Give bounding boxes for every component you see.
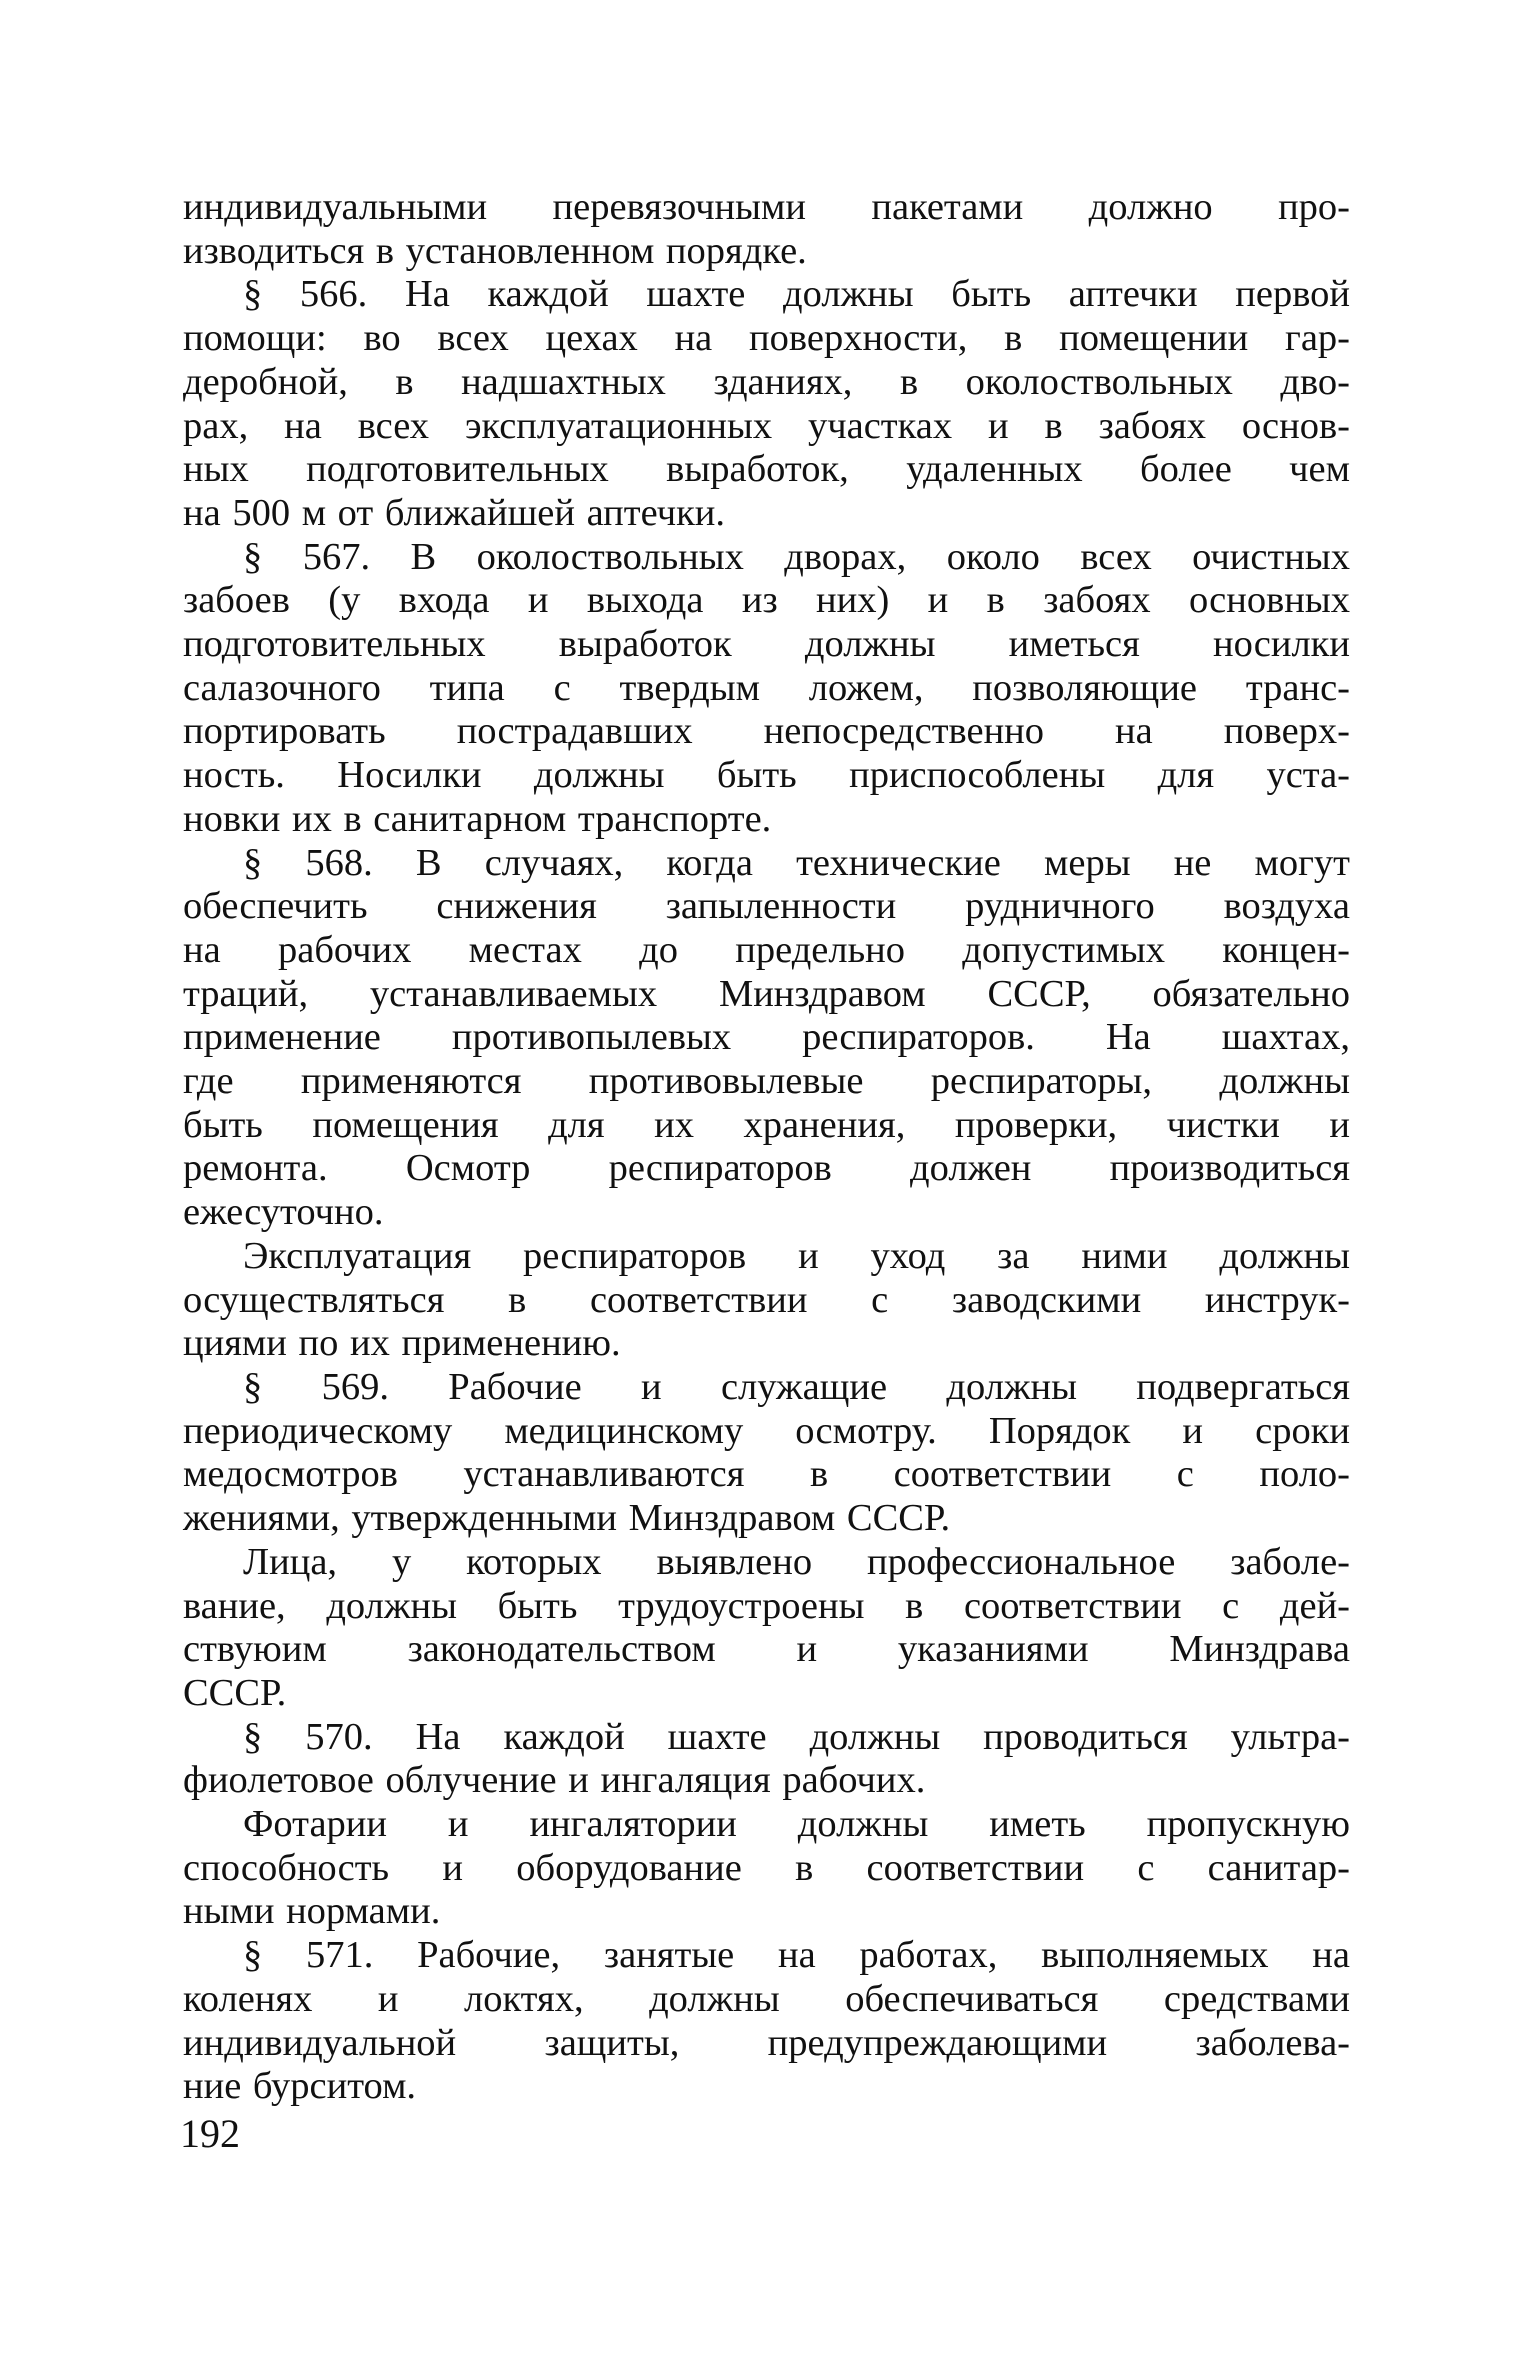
text-line: § 570. На каждой шахте должны проводиться ультра- (243, 1715, 1350, 1758)
text-line: Эксплуатация респираторов и уход за ними должны (243, 1234, 1350, 1277)
text-line: на 500 м от ближайшей аптечки. (183, 491, 726, 534)
text-line: рах, на всех эксплуатационных участках и в забоях основ- (183, 404, 1350, 447)
text-line: способность и оборудование в соответствии с санитар- (183, 1846, 1350, 1889)
text-line: СССР. (183, 1671, 287, 1714)
text-line: жениями, утвержденными Минздравом СССР. (183, 1497, 951, 1540)
text-line: § 569. Рабочие и служащие должны подвергаться (243, 1365, 1350, 1408)
text-line: на рабочих местах до предельно допустимых концен- (183, 928, 1350, 971)
text-line: ствуюим законодательством и указаниями Минздрава (183, 1628, 1350, 1671)
text-line: ние бурситом. (183, 2065, 417, 2108)
text-line: периодическому медицинскому осмотру. Порядок и сроки (183, 1409, 1350, 1452)
text-line: ность. Носилки должны быть приспособлены для уста- (183, 754, 1350, 797)
text-line: деробной, в надшахтных зданиях, в околоствольных дво- (183, 360, 1350, 403)
text-line: помощи: во всех цехах на поверхности, в помещении гар- (183, 317, 1350, 360)
text-line: где применяются противовылевые респираторы, должны (183, 1060, 1350, 1103)
text-line: обеспечить снижения запыленности рудничного воздуха (183, 885, 1350, 928)
text-line: салазочного типа с твердым ложем, позволяющие транс- (183, 666, 1350, 709)
text-line: индивидуальной защиты, предупреждающими заболева- (183, 2021, 1350, 2064)
text-line: индивидуальными перевязочными пакетами должно про- (183, 186, 1350, 228)
text-line: § 566. На каждой шахте должны быть аптечки первой (243, 273, 1350, 316)
page-body (183, 186, 1350, 2109)
text-line: § 568. В случаях, когда технические меры не могут (243, 841, 1350, 884)
text-line: забоев (у входа и выхода из них) и в забоях основных (183, 579, 1350, 622)
text-line: фиолетовое облучение и ингаляция рабочих. (183, 1759, 926, 1802)
text-line: применение противопылевых респираторов. На шахтах, (183, 1016, 1350, 1059)
text-line: новки их в санитарном транспорте. (183, 797, 772, 840)
text-line: ными нормами. (183, 1890, 441, 1933)
text-line: § 567. В околоствольных дворах, около всех очистных (243, 535, 1350, 578)
text-line: изводиться в установленном порядке. (183, 229, 807, 272)
text-line: § 571. Рабочие, занятые на работах, выполняемых на (243, 1934, 1350, 1977)
text-line: ежесуточно. (183, 1191, 384, 1234)
text-line: быть помещения для их хранения, проверки, чистки и (183, 1103, 1350, 1146)
page-number: 192 (180, 2111, 240, 2156)
text-line: портировать пострадавших непосредственно на поверх- (183, 710, 1350, 753)
text-line: траций, устанавливаемых Минздравом СССР, обязательно (183, 972, 1350, 1015)
text-line: Лица, у которых выявлено профессиональное заболе- (243, 1540, 1350, 1583)
text-line: подготовительных выработок должны иметься носилки (183, 623, 1350, 666)
text-line: коленях и локтях, должны обеспечиваться средствами (183, 1977, 1350, 2020)
text-line: Фотарии и ингалятории должны иметь пропускную (243, 1803, 1350, 1846)
text-line: циями по их применению. (183, 1322, 621, 1365)
text-line: осуществляться в соответствии с заводскими инструк- (183, 1278, 1350, 1321)
text-line: ных подготовительных выработок, удаленных более чем (183, 448, 1350, 491)
text-line: медосмотров устанавливаются в соответствии с поло- (183, 1453, 1350, 1496)
text-line: ремонта. Осмотр респираторов должен производиться (183, 1147, 1350, 1190)
text-line: вание, должны быть трудоустроены в соответствии с дей- (183, 1584, 1350, 1627)
